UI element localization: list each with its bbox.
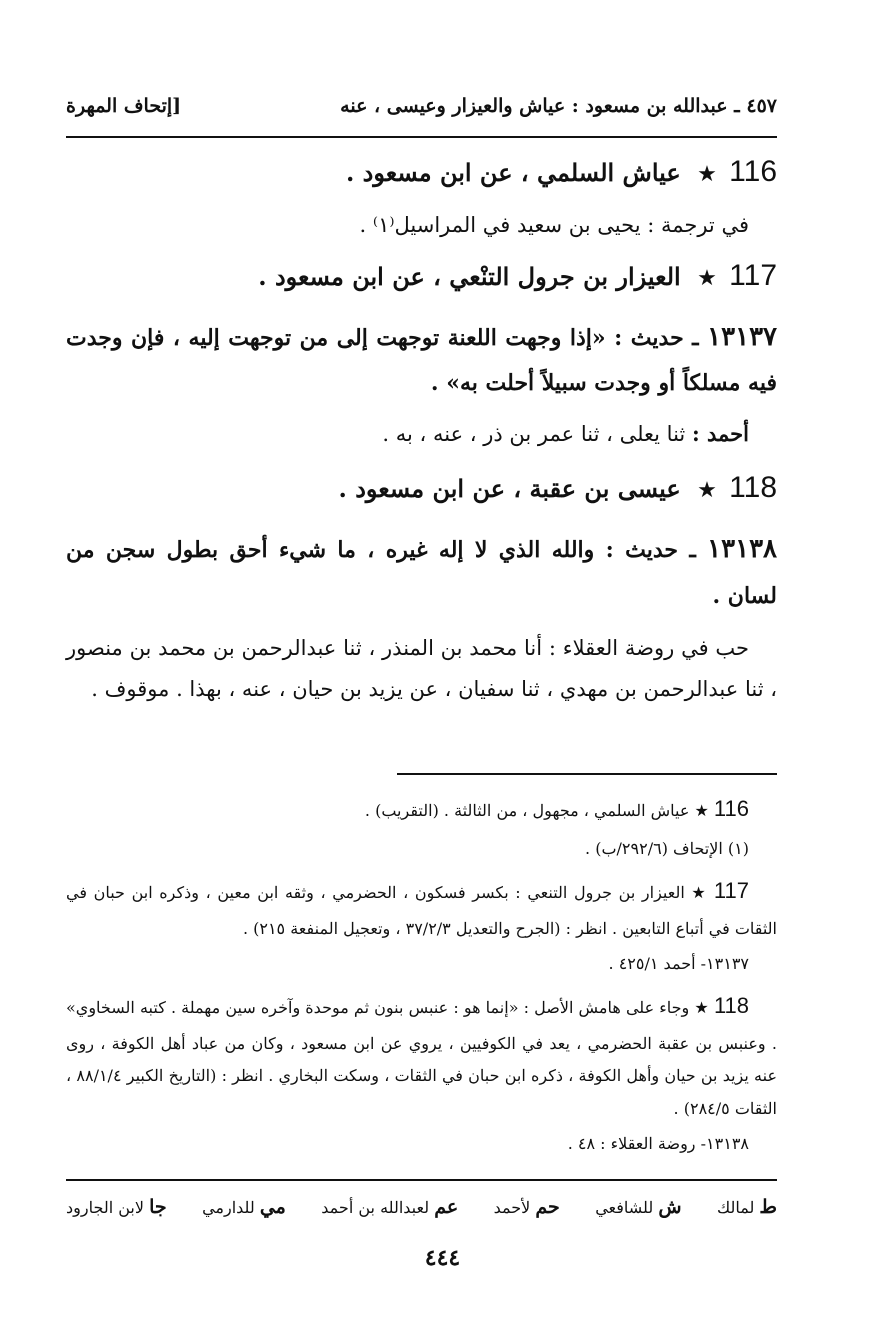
hadith-13138	[66, 524, 777, 618]
footnote-text: العيزار بن جرول التنعي : بكسر فسكون ، الحضرمي ، وثقه ابن معين ، وذكره ابن حبان في الثقات في أتباع التابعين . انظر : (الجرح والتعديل ٣٧/٢/٣ ، وتعجيل المنفعة ٢١٥) .	[66, 882, 777, 938]
abbreviation-item: ط لمالك	[716, 1196, 777, 1218]
star-icon: ★	[697, 265, 717, 291]
hadith-text: ـ حديث : «إذا وجهت اللعنة توجهت إلى من توجهت إليه ، فإن وجدت فيه مسلكاً أو وجدت سبيلاً أحلت به» .	[66, 324, 777, 397]
footnote-118	[66, 983, 777, 1126]
footnote-1: (١) الإتحاف (٢٩٢/٦/ب) .	[585, 839, 749, 859]
header-book-title: [إتحاف المهرة	[66, 95, 182, 117]
narrator-117	[66, 252, 777, 300]
star-icon: ★	[697, 162, 717, 187]
hadith-text: ـ حديث : والله الذي لا إله غيره ، ما شيء أحق بطول سجن من لسان .	[66, 537, 777, 609]
hadith-number: ١٣١٣٧	[707, 321, 777, 352]
source-label: أحمد :	[691, 421, 749, 447]
star-icon: ★	[697, 478, 717, 504]
narrator-text: عياش السلمي ، عن ابن مسعود .	[345, 158, 681, 187]
footnotes	[66, 786, 777, 1163]
footnote-number: 117	[713, 877, 749, 903]
narrator-116-note: في ترجمة : يحيى بن سعيد في المراسيل⁽١⁾ .	[359, 213, 749, 237]
footnote-13137: ١٣١٣٧- أحمد ٤٢٥/١ .	[608, 953, 749, 973]
header-chapter-title: ٤٥٧ ـ عبدالله بن مسعود : عياش والعيزار وعيسى ، عنه	[340, 95, 777, 117]
hadith-13137-source	[66, 415, 777, 454]
narrator-116	[66, 148, 777, 196]
page-number: ٤٤٤	[424, 1245, 461, 1271]
hadith-number: ١٣١٣٨	[707, 534, 777, 565]
footnote-divider	[397, 773, 777, 775]
footnote-text: وجاء على هامش الأصل : «إنما هو : عنبس بنون ثم موحدة وآخره سين مهملة . كتبه السخاوي» . وعنبس بن عقبة الحضرمي ، يعد في الكوفيين ، يروي عن ابن مسعود ، وكان من عباد أهل الكوفة ، روى عنه يزيد بن حيان وأهل الكوفة ، ذكره ابن حبان في الثقات ، وسكت البخاري . انظر : (التاريخ الكبير ٨٨/١/٤ ، الثقات ٢٨٤/٥) .	[66, 997, 778, 1119]
abbreviation-item: جا لابن الجارود	[66, 1196, 167, 1218]
source-chain: ثنا يعلى ، ثنا عمر بن ذر ، عنه ، به .	[382, 422, 686, 447]
star-icon: ★	[694, 801, 709, 820]
header-divider	[66, 136, 777, 138]
hadith-13138-source: حب في روضة العقلاء : أنا محمد بن المنذر ، ثنا عبدالرحمن بن محمد بن منصور ، ثنا عبدالرحمن بن مهدي ، ثنا سفيان ، عن يزيد بن حيان ، عنه ، بهذا . موقوف .	[66, 635, 777, 701]
footnote-number: 118	[713, 992, 750, 1018]
abbreviation-item: عم لعبدالله بن أحمد	[321, 1196, 459, 1218]
narrator-text: العيزار بن جرول التنْعي ، عن ابن مسعود .	[258, 261, 681, 291]
symbols-divider	[66, 1179, 777, 1181]
star-icon: ★	[694, 997, 709, 1017]
narrator-number: 117	[729, 258, 777, 292]
main-text	[66, 148, 777, 710]
abbreviation-item: حم لأحمد	[493, 1196, 560, 1218]
footnote-117	[66, 868, 777, 946]
narrator-number: 118	[729, 471, 777, 505]
narrator-number: 116	[729, 155, 777, 188]
hadith-13137	[66, 312, 777, 406]
star-icon: ★	[691, 882, 708, 902]
abbreviation-item: مي للدارمي	[202, 1196, 286, 1218]
narrator-text: عيسى بن عقبة ، عن ابن مسعود .	[338, 474, 681, 504]
abbreviation-item: ش للشافعي	[595, 1196, 682, 1218]
footnote-text: عياش السلمي ، مجهول ، من الثالثة . (التقريب) .	[364, 801, 690, 820]
narrator-118	[66, 464, 777, 512]
running-header	[66, 86, 777, 126]
footnote-13138: ١٣١٣٨- روضة العقلاء : ٤٨ .	[567, 1134, 749, 1154]
footnote-116	[66, 786, 777, 831]
abbreviation-key	[66, 1190, 777, 1224]
footnote-number: 116	[713, 796, 749, 821]
